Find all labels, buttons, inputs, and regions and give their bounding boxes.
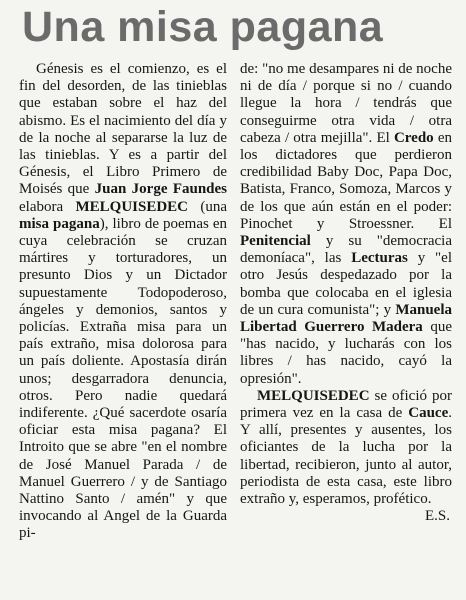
article-paragraph-2 [240, 388, 452, 508]
text-run: y su "democracia demoníaca", las [240, 233, 452, 267]
bold-term: Credo [393, 129, 434, 146]
bold-term: Cauce [408, 405, 449, 422]
bold-term: Penitencial [240, 233, 311, 250]
text-run: de: "no me desampares ni de noche ni de día / porque si no / cuando llegue la hora / tendrás que conseguirme otra vida / otra cabeza / otra mejilla". El [240, 61, 452, 146]
bold-term: misa pagana [19, 215, 100, 232]
text-run: ), libro de poemas en cuya celebración se cruzan mártires y torturadores, un presunto Dios y un Dictador supuestamente Todopoderoso, ángeles y demonios, santos y policías. Extraña misa para un país extraño, misa dolorosa para un país doliente. Apostasía dirán unos; desgarradora denuncia, otros. Pero nadie quedará indiferente. ¿Qué sacerdote osaría oficiar esta misa pagana? El Introito que se abre "en el nombre de José Manuel Parada / de Manuel Guerrero / y de Santiago Nattino Santo / amén" y que invocando al Angel de la Guarda pi- [19, 215, 228, 542]
article-paragraph-1-continued [240, 61, 452, 388]
bold-term: Juan Jorge Faundes [94, 181, 227, 198]
text-run: (una [188, 198, 228, 215]
author-signature: E.S. [424, 508, 450, 525]
article-paragraph-1 [19, 61, 227, 543]
text-run: y "el otro Jesús despedazado por la bomba que colocaba en el iglesia de un cura comunista"; y [240, 250, 452, 318]
bold-term: Manuela Libertad Guerrero Madera [240, 301, 452, 336]
text-run: Génesis es el comienzo, es el fin del desorden, de las tinieblas que estaban sobre el haz del abismo. Es el nacimiento del día y de la noche al separarse la luz de las tinieblas. Y es a partir del Génesis, el Libro Primero de Moisés que [19, 61, 227, 198]
text-run: en los dictadores que perdieron credibilidad Baby Doc, Papa Doc, Batista, Franco, Somoza, Marcos y de los que aún están en el poder: Pinochet y Stroessner. El [240, 129, 452, 232]
text-run: . Y allí, presentes y ausentes, los oficiantes de la lucha por la libertad, recibieron, junto al autor, periodista de esta casa, este libro extraño y, esperamos, profético. [240, 405, 452, 508]
bold-term: MELQUISEDEC [257, 387, 370, 404]
bold-term: MELQUISEDEC [75, 198, 189, 215]
text-run: elabora [19, 198, 76, 215]
article-headline: Una misa pagana [22, 3, 384, 51]
bold-term: Lecturas [351, 250, 408, 267]
text-run: que "has nacido, y lucharás con los libres / has nacido, cayó la opresión". [240, 319, 452, 387]
left-column [19, 61, 227, 543]
text-run: se ofició por primera vez en la casa de [240, 387, 452, 422]
right-column [240, 61, 452, 525]
